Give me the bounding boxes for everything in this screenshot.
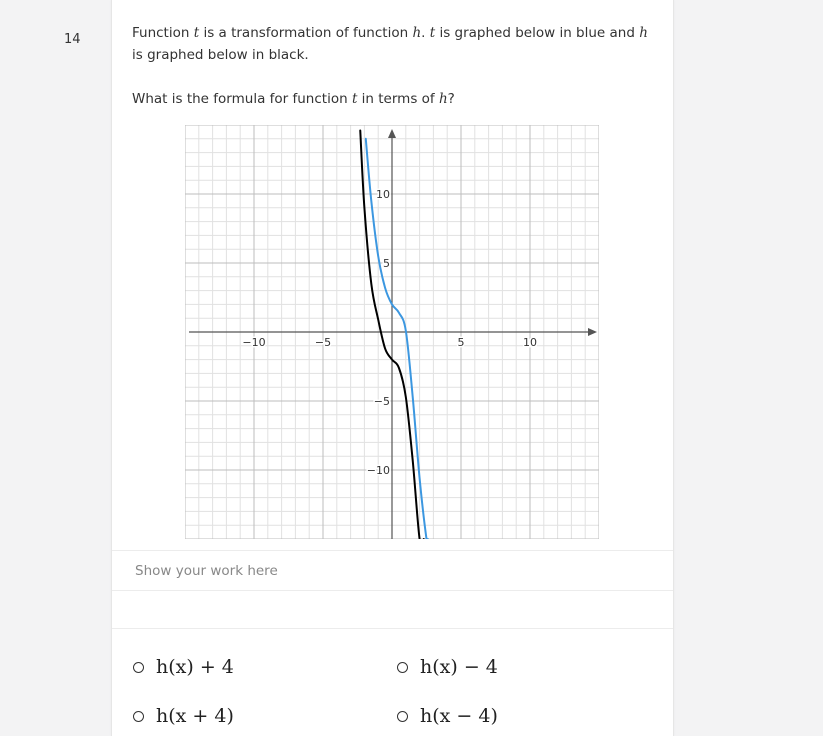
y-tick-label: 10 xyxy=(376,188,390,201)
radio-button[interactable] xyxy=(133,711,144,722)
question-text-part: ? xyxy=(447,91,455,107)
divider xyxy=(112,628,673,629)
prompt-text: is graphed below in blue and xyxy=(435,25,640,41)
question-card xyxy=(111,0,674,736)
var-t: t xyxy=(351,91,358,107)
choice-label: h(x) − 4 xyxy=(420,656,498,678)
radio-button[interactable] xyxy=(397,662,408,673)
choice-label: h(x + 4) xyxy=(156,705,234,727)
question-text xyxy=(132,88,455,110)
function-graph xyxy=(185,125,599,539)
x-tick-label: 10 xyxy=(523,336,537,349)
divider xyxy=(112,550,673,551)
prompt-text: . xyxy=(421,25,430,41)
work-input[interactable]: Show your work here xyxy=(135,563,278,579)
question-number: 14 xyxy=(64,32,81,47)
radio-button[interactable] xyxy=(397,711,408,722)
choice-c[interactable] xyxy=(133,705,234,727)
prompt-text: Function xyxy=(132,25,194,41)
var-t: t xyxy=(193,25,200,41)
prompt-text: is graphed below in black. xyxy=(132,47,309,63)
choice-a[interactable] xyxy=(133,656,234,678)
choice-label: h(x) + 4 xyxy=(156,656,234,678)
question-text-part: in terms of xyxy=(357,91,439,107)
x-tick-label: −5 xyxy=(314,336,332,349)
question-prompt xyxy=(132,22,652,66)
var-h: h xyxy=(438,91,448,107)
x-tick-label: 5 xyxy=(457,336,465,349)
choice-label: h(x − 4) xyxy=(420,705,498,727)
y-tick-label: 5 xyxy=(383,257,390,270)
radio-button[interactable] xyxy=(133,662,144,673)
choice-b[interactable] xyxy=(397,656,498,678)
var-t: t xyxy=(429,25,436,41)
divider xyxy=(112,590,673,591)
x-tick-label: −10 xyxy=(242,336,266,349)
y-tick-label: −10 xyxy=(366,464,390,477)
var-h: h xyxy=(412,25,422,41)
question-text-part: What is the formula for function xyxy=(132,91,352,107)
prompt-text: is a transformation of function xyxy=(199,25,413,41)
y-tick-label: −5 xyxy=(373,395,390,408)
choice-d[interactable] xyxy=(397,705,498,727)
var-h: h xyxy=(639,25,648,41)
